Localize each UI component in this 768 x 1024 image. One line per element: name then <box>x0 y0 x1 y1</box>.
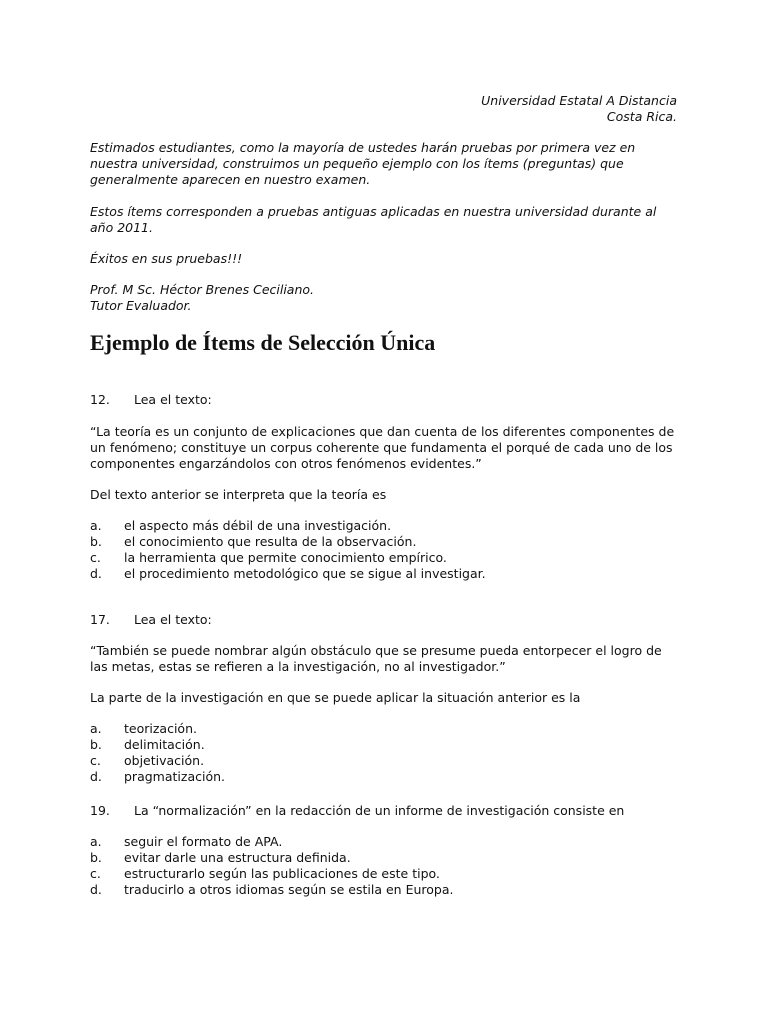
signature <box>90 282 650 314</box>
question-12-stem: Del texto anterior se interpreta que la teoría es <box>90 487 387 502</box>
option-letter: d. <box>90 566 102 581</box>
intro-paragraph-1: Estimados estudiantes, como la mayoría de ustedes harán pruebas por primera vez en nuestra universidad, construimos un pequeño ejemplo con los ítems (preguntas) que generalmente aparecen en nuestro examen. <box>90 140 636 187</box>
page-title: Ejemplo de Ítems de Selección Única <box>90 330 436 355</box>
option-text: pragmatización. <box>124 769 225 784</box>
question-number: 17. <box>90 612 110 627</box>
question-prompt: Lea el texto: <box>134 612 212 627</box>
question-19-options <box>90 834 685 898</box>
question-prompt: Lea el texto: <box>134 392 212 407</box>
question-12-options <box>90 518 685 582</box>
option-c <box>90 550 685 566</box>
option-letter: b. <box>90 737 102 752</box>
option-letter: a. <box>90 518 102 533</box>
option-letter: b. <box>90 850 102 865</box>
option-b <box>90 534 685 550</box>
option-d <box>90 769 685 785</box>
option-text: delimitación. <box>124 737 205 752</box>
institution-name: Universidad Estatal A Distancia <box>481 93 677 108</box>
option-letter: c. <box>90 550 101 565</box>
option-letter: a. <box>90 834 102 849</box>
option-text: teorización. <box>124 721 197 736</box>
option-b <box>90 850 685 866</box>
option-a <box>90 518 685 534</box>
option-letter: a. <box>90 721 102 736</box>
intro-paragraph-2: Estos ítems corresponden a pruebas antiguas aplicadas en nuestra universidad durante al año 2011. <box>90 204 657 235</box>
option-text: el aspecto más débil de una investigación. <box>124 518 392 533</box>
question-19-header <box>90 803 690 819</box>
option-d <box>90 566 685 582</box>
option-a <box>90 834 685 850</box>
option-text: la herramienta que permite conocimiento empírico. <box>124 550 447 565</box>
option-letter: c. <box>90 753 101 768</box>
option-text: objetivación. <box>124 753 205 768</box>
question-17-options <box>90 721 685 785</box>
option-letter: d. <box>90 882 102 897</box>
question-17-header <box>90 612 690 628</box>
option-text: traducirlo a otros idiomas según se estila en Europa. <box>124 882 454 897</box>
option-text: estructurarlo según las publicaciones de este tipo. <box>124 866 440 881</box>
signature-name: Prof. M Sc. Héctor Brenes Ceciliano. <box>90 282 315 297</box>
country-name: Costa Rica. <box>606 109 677 124</box>
intro-paragraph-3: Éxitos en sus pruebas!!! <box>90 251 243 266</box>
question-17-stem: La parte de la investigación en que se puede aplicar la situación anterior es la <box>90 690 581 705</box>
signature-role: Tutor Evaluador. <box>90 298 192 313</box>
option-text: el conocimiento que resulta de la observación. <box>124 534 417 549</box>
question-prompt: La “normalización” en la redacción de un informe de investigación consiste en <box>134 803 625 818</box>
option-letter: d. <box>90 769 102 784</box>
option-b <box>90 737 685 753</box>
header <box>90 93 677 125</box>
question-12-quote: “La teoría es un conjunto de explicaciones que dan cuenta de los diferentes componentes de un fenómeno; constituye un corpus coherente que fundamenta el porqué de cada uno de los componentes engarzándolos con otros fenómenos evidentes.” <box>90 424 675 471</box>
question-number: 19. <box>90 803 110 818</box>
question-number: 12. <box>90 392 110 407</box>
option-text: el procedimiento metodológico que se sigue al investigar. <box>124 566 486 581</box>
option-c <box>90 753 685 769</box>
option-letter: b. <box>90 534 102 549</box>
option-a <box>90 721 685 737</box>
question-17-quote: “También se puede nombrar algún obstáculo que se presume pueda entorpecer el logro de las metas, estas se refieren a la investigación, no al investigador.” <box>90 643 662 674</box>
question-12-header <box>90 392 690 408</box>
option-d <box>90 882 685 898</box>
option-text: evitar darle una estructura definida. <box>124 850 351 865</box>
option-letter: c. <box>90 866 101 881</box>
option-c <box>90 866 685 882</box>
option-text: seguir el formato de APA. <box>124 834 283 849</box>
